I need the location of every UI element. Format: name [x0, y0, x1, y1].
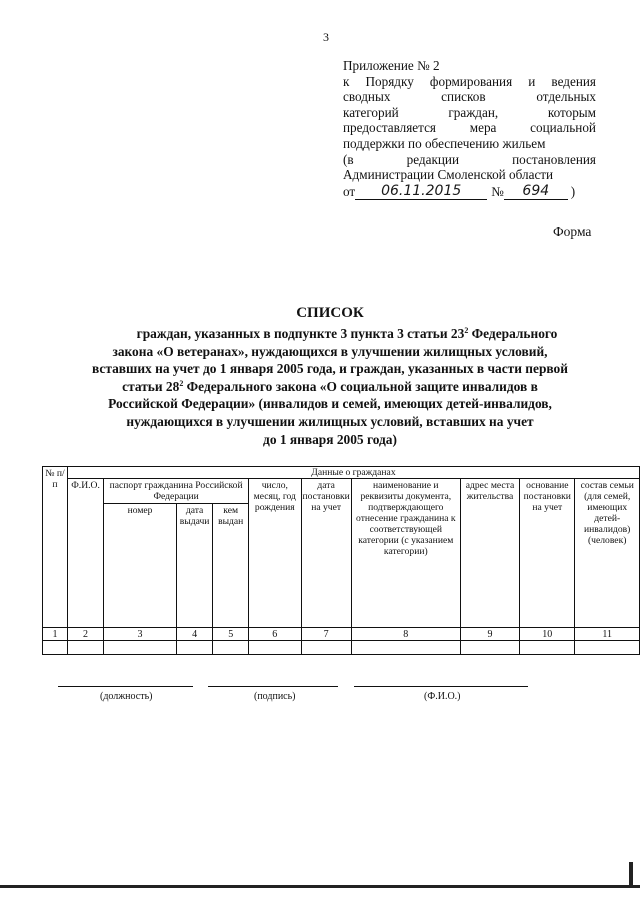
header-basis: основание постановки на учет	[520, 479, 575, 628]
document-subtitle	[60, 325, 600, 448]
header-passport-number: номер	[104, 504, 177, 628]
header-num: № п/п	[43, 467, 68, 628]
appendix-line-7: Администрации Смоленской области	[343, 167, 554, 183]
header-citizen-data: Данные о гражданах	[67, 467, 639, 479]
subtitle-line-2: закона «О ветеранах», нуждающихся в улучшении жилищных условий,	[112, 343, 548, 359]
appendix-line-5: поддержки по обеспечению жильем	[343, 135, 546, 151]
appendix-line-3: категорий граждан, которым	[343, 104, 596, 120]
table-row	[43, 641, 640, 655]
appendix-date-line	[343, 183, 596, 200]
signature-line-sign	[208, 686, 338, 687]
signature-line-position	[58, 686, 193, 687]
col-number: 7	[301, 628, 351, 641]
header-passport-date: дата выдачи	[176, 504, 212, 628]
citizens-table	[42, 466, 640, 655]
col-number: 1	[43, 628, 68, 641]
header-address: адрес места жительства	[460, 479, 519, 628]
signature-line-name	[354, 686, 528, 687]
subtitle-line-5: Российской Федерации» (инвалидов и семей, имеющих детей-инвалидов,	[108, 396, 552, 412]
scan-border-bottom	[0, 885, 640, 888]
appendix-line-6: (в редакции постановления	[343, 151, 596, 167]
header-family: состав семьи (для семей, имеющих детей-инвалидов) (человек)	[575, 479, 640, 628]
col-number: 9	[460, 628, 519, 641]
signature-label-name: (Ф.И.О.)	[424, 691, 461, 702]
subtitle-line-3: вставших на учет до 1 января 2005 года, и граждан, указанных в части первой	[92, 361, 568, 377]
header-passport: паспорт гражданина Российской Федерации	[104, 479, 249, 504]
date-prefix: от	[343, 184, 356, 200]
number-label: №	[491, 184, 504, 200]
appendix-title: Приложение № 2	[343, 58, 440, 73]
column-numbers-row	[43, 628, 640, 641]
page-number: 3	[323, 30, 329, 44]
appendix-block	[343, 58, 596, 200]
table-header-row-2	[43, 479, 640, 504]
header-document: наименование и реквизиты документа, подтверждающего отнесение гражданина к соответствующей категории (с указанием категории)	[351, 479, 460, 628]
scan-border-right	[629, 862, 633, 886]
subtitle-sup-2: 2	[179, 378, 184, 388]
signature-lines	[58, 686, 528, 687]
header-birth-date: число, месяц, год рождения	[249, 479, 301, 628]
appendix-line-1: к Порядку формирования и ведения	[343, 73, 596, 89]
appendix-line-2: сводных списков отдельных	[343, 89, 596, 105]
signature-label-sign: (подпись)	[254, 691, 296, 702]
document-title: СПИСОК	[296, 305, 364, 321]
closing-paren: )	[570, 184, 576, 200]
header-fio: Ф.И.О.	[67, 479, 103, 628]
subtitle-line-7: до 1 января 2005 года)	[263, 431, 397, 447]
subtitle-line-6: нуждающихся в улучшении жилищных условий, вставших на учет	[126, 413, 534, 429]
subtitle-line-1-end: Федерального	[468, 326, 558, 341]
col-number: 5	[213, 628, 249, 641]
appendix-line-4: предоставляется мера социальной	[343, 120, 596, 136]
date-value: 06.11.2015	[355, 183, 487, 200]
header-registration-date: дата постановки на учет	[301, 479, 351, 628]
col-number: 8	[351, 628, 460, 641]
subtitle-sup-1: 2	[464, 326, 469, 335]
subtitle-line-4-end: Федерального закона «О социальной защите инвалидов в	[183, 378, 538, 394]
signature-label-position: (должность)	[100, 691, 153, 702]
table-header-row-1	[43, 467, 640, 479]
col-number: 3	[104, 628, 177, 641]
col-number: 2	[67, 628, 103, 641]
col-number: 4	[176, 628, 212, 641]
col-number: 6	[249, 628, 301, 641]
col-number: 10	[520, 628, 575, 641]
number-value: 694	[504, 183, 568, 200]
header-passport-issuer: кем выдан	[213, 504, 249, 628]
subtitle-line-1: граждан, указанных в подпункте 3 пункта 3 статьи 23	[136, 326, 465, 341]
subtitle-line-4: статьи 28	[122, 378, 180, 394]
form-label: Форма	[553, 224, 592, 239]
col-number: 11	[575, 628, 640, 641]
